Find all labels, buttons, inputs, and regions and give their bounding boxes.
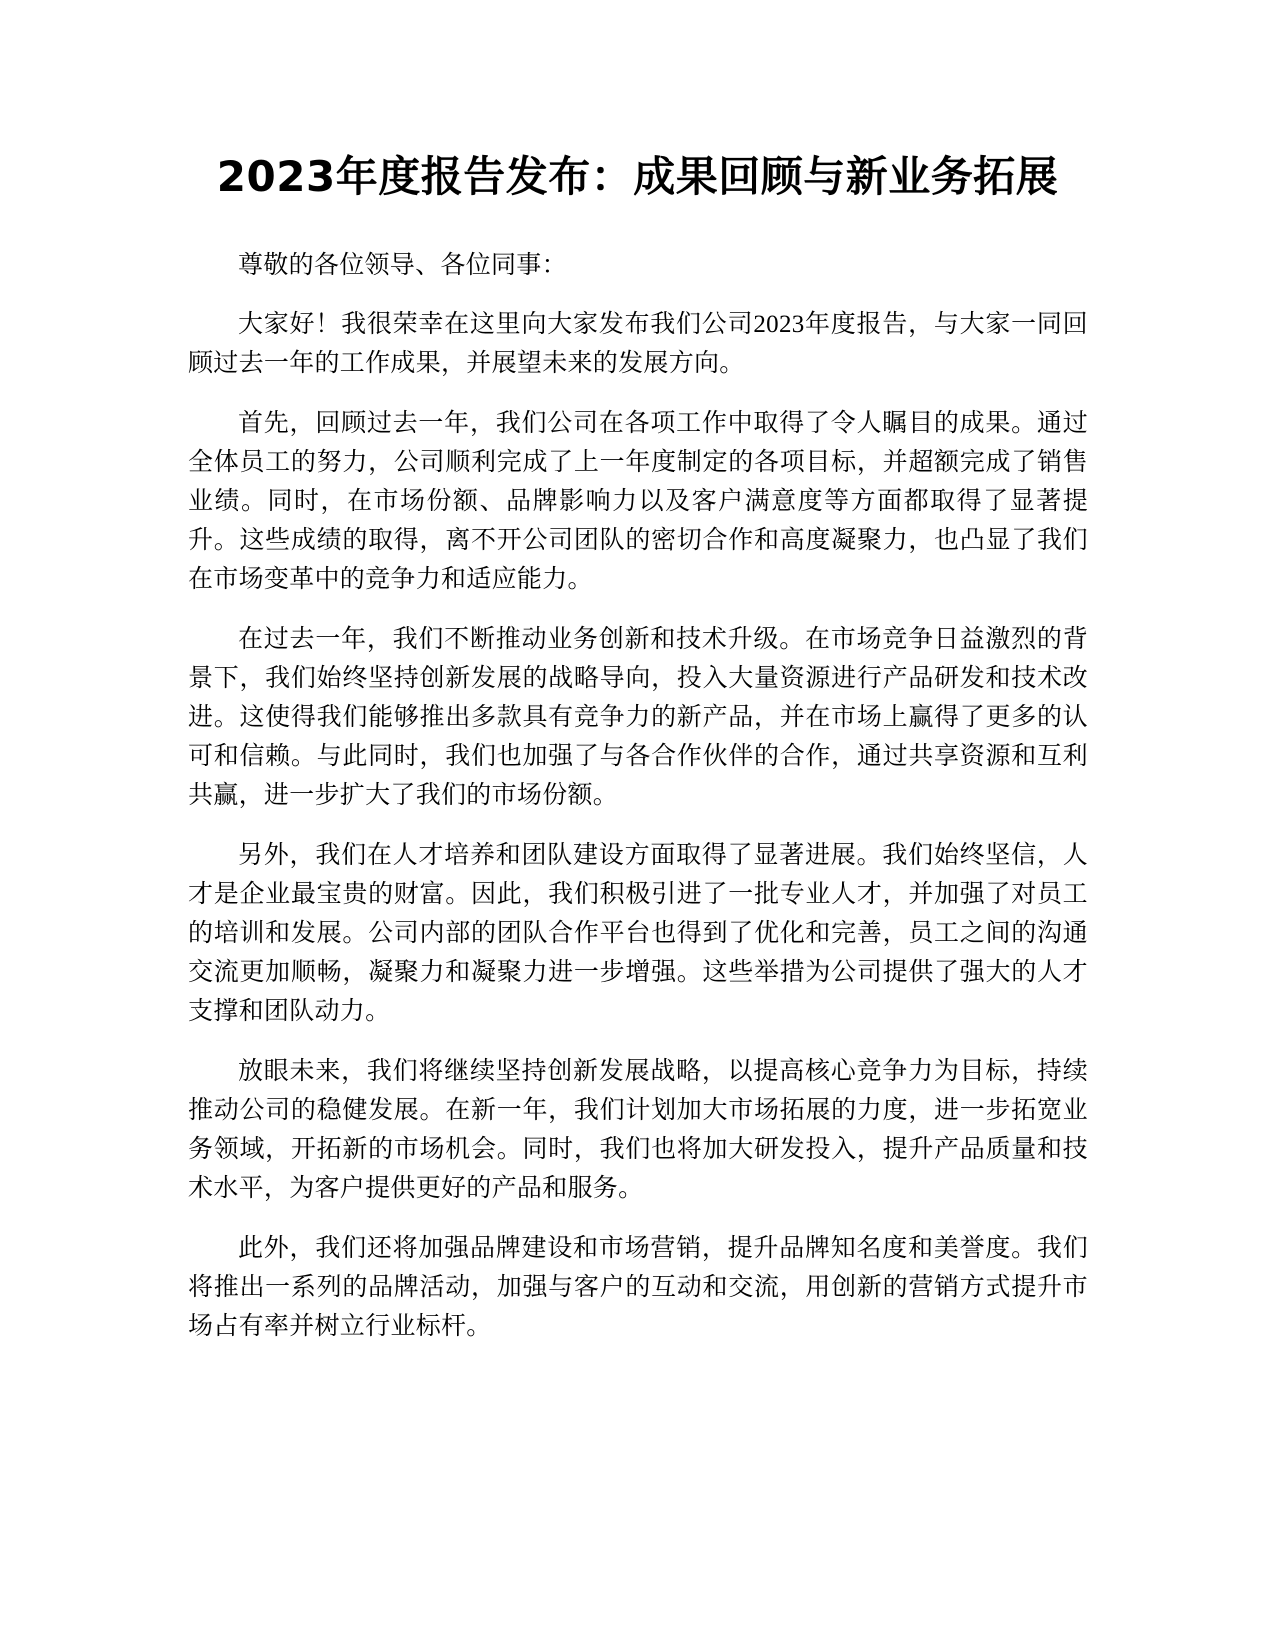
paragraph-greeting: 大家好！我很荣幸在这里向大家发布我们公司2023年度报告，与大家一同回顾过去一年的工作成果，并展望未来的发展方向。 [188, 311, 1088, 377]
paragraph-outlook: 放眼未来，我们将继续坚持创新发展战略，以提高核心竞争力为目标，持续推动公司的稳健发展。在新一年，我们计划加大市场拓展的力度，进一步拓宽业务领域，开拓新的市场机会。同时，我们也将加大研发投入，提升产品质量和技术水平，为客户提供更好的产品和服务。 [188, 1058, 1088, 1202]
document-title: 2023年度报告发布：成果回顾与新业务拓展 [216, 152, 1059, 201]
paragraph-branding: 此外，我们还将加强品牌建设和市场营销，提升品牌知名度和美誉度。我们将推出一系列的品牌活动，加强与客户的互动和交流，用创新的营销方式提升市场占有率并树立行业标杆。 [188, 1235, 1088, 1340]
document-body [188, 246, 1088, 1367]
paragraph-innovation: 在过去一年，我们不断推动业务创新和技术升级。在市场竞争日益激烈的背景下，我们始终坚持创新发展的战略导向，投入大量资源进行产品研发和技术改进。这使得我们能够推出多款具有竞争力的新产品，并在市场上赢得了更多的认可和信赖。与此同时，我们也加强了与各合作伙伴的合作，通过共享资源和互利共赢，进一步扩大了我们的市场份额。 [188, 626, 1088, 809]
paragraph-talent: 另外，我们在人才培养和团队建设方面取得了显著进展。我们始终坚信，人才是企业最宝贵的财富。因此，我们积极引进了一批专业人才，并加强了对员工的培训和发展。公司内部的团队合作平台也得到了优化和完善，员工之间的沟通交流更加顺畅，凝聚力和凝聚力进一步增强。这些举措为公司提供了强大的人才支撑和团队动力。 [188, 842, 1088, 1025]
paragraph-achievements: 首先，回顾过去一年，我们公司在各项工作中取得了令人瞩目的成果。通过全体员工的努力，公司顺利完成了上一年度制定的各项目标，并超额完成了销售业绩。同时，在市场份额、品牌影响力以及客户满意度等方面都取得了显著提升。这些成绩的取得，离不开公司团队的密切合作和高度凝聚力，也凸显了我们在市场变革中的竞争力和适应能力。 [188, 410, 1088, 593]
salutation: 尊敬的各位领导、各位同事： [238, 252, 567, 279]
